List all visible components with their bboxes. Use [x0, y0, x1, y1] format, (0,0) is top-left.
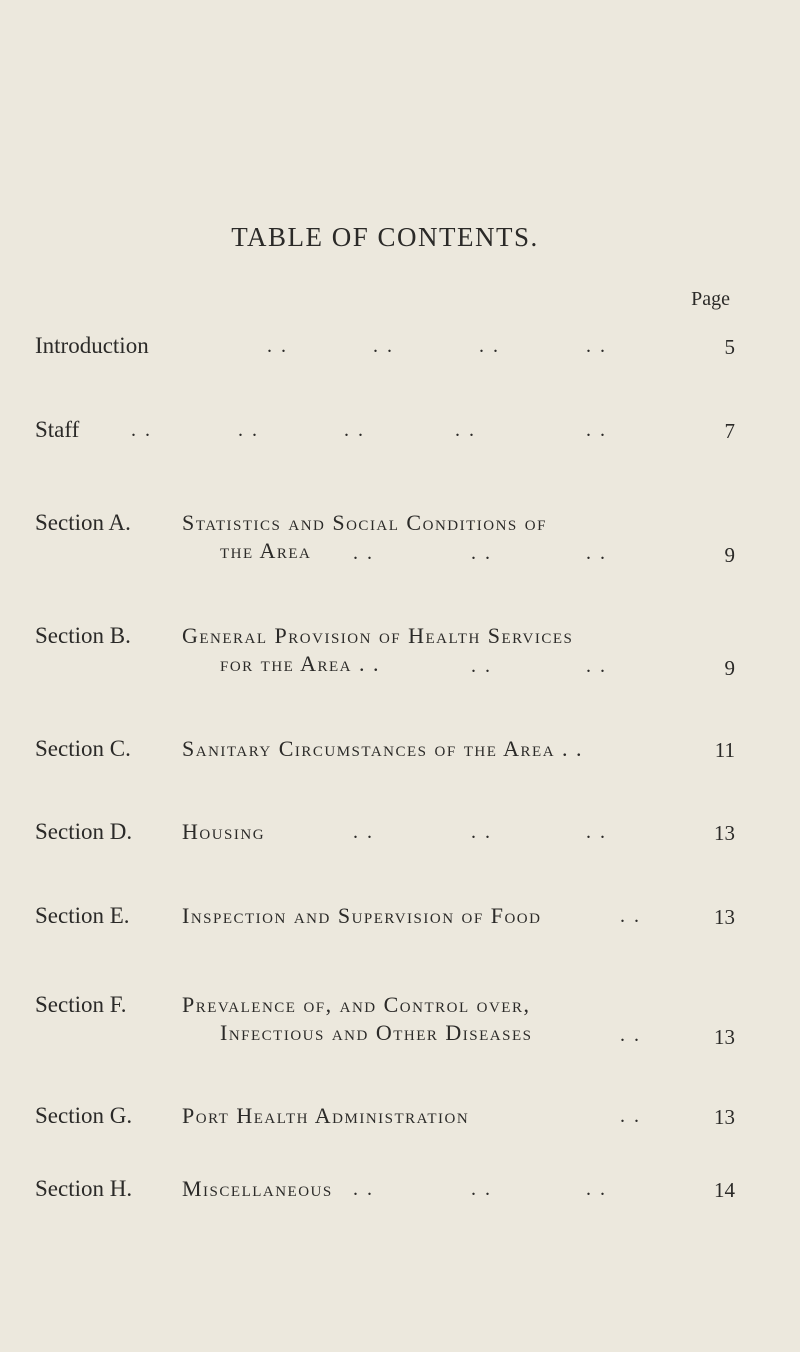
entry-label: Staff: [35, 417, 80, 442]
page-title: TABLE OF CONTENTS.: [231, 222, 539, 252]
entry-label: Section B.: [35, 623, 131, 648]
page-number: 13: [714, 1025, 735, 1049]
leader-dots: . .: [471, 821, 492, 843]
entry-label: Introduction: [35, 333, 149, 358]
entry-title: Miscellaneous: [182, 1176, 333, 1201]
entry-label: Section G.: [35, 1103, 133, 1128]
entry-label: Section C.: [35, 736, 131, 761]
leader-dots: . .: [471, 655, 492, 677]
entry-label: Section E.: [35, 903, 130, 928]
page-number: 7: [724, 419, 735, 443]
page-number: 5: [724, 335, 735, 359]
entry-label: Section F.: [35, 992, 127, 1017]
entry-title-line: Prevalence of, and Control over,: [182, 992, 531, 1017]
page-column-header: Page: [691, 288, 730, 310]
leader-dots: . .: [620, 905, 641, 927]
entry-label: Section A.: [35, 510, 131, 535]
leader-dots: . .: [479, 335, 500, 357]
leader-dots: . .: [353, 821, 374, 843]
leader-dots: . .: [267, 335, 288, 357]
leader-dots: . .: [620, 1024, 641, 1046]
leader-dots: . .: [471, 1178, 492, 1200]
leader-dots: . .: [353, 1178, 374, 1200]
leader-dots: . .: [353, 542, 374, 564]
leader-dots: . .: [471, 542, 492, 564]
page-number: 13: [714, 821, 735, 845]
entry-title: Housing: [182, 819, 266, 844]
leader-dots: . .: [131, 419, 152, 441]
leader-dots: . .: [586, 419, 607, 441]
leader-dots: . .: [344, 419, 365, 441]
entry-title: Sanitary Circumstances of the Area . .: [182, 736, 584, 761]
page-number: 11: [714, 738, 735, 762]
entry-title-line: General Provision of Health Services: [182, 623, 574, 648]
entry-label: Section D.: [35, 819, 133, 844]
page-number: 9: [724, 656, 735, 680]
entry-label: Section H.: [35, 1176, 133, 1201]
leader-dots: . .: [586, 655, 607, 677]
leader-dots: . .: [586, 335, 607, 357]
entry-title-line: Statistics and Social Conditions of: [182, 510, 547, 535]
entry-title-line: the Area: [220, 538, 312, 563]
page-number: 9: [724, 543, 735, 567]
page-number: 13: [714, 905, 735, 929]
page-number: 13: [714, 1105, 735, 1129]
page-number: 14: [714, 1178, 735, 1202]
leader-dots: . .: [238, 419, 259, 441]
entry-title: Port Health Administration: [182, 1103, 470, 1128]
leader-dots: . .: [586, 821, 607, 843]
entry-title: Inspection and Supervision of Food: [182, 903, 542, 928]
entry-title-line: for the Area . .: [220, 651, 381, 676]
leader-dots: . .: [620, 1105, 641, 1127]
entry-title: [182, 623, 573, 677]
entry-title-line: Infectious and Other Diseases: [220, 1020, 533, 1045]
leader-dots: . .: [586, 542, 607, 564]
leader-dots: . .: [373, 335, 394, 357]
leader-dots: . .: [455, 419, 476, 441]
entry-title: [182, 992, 532, 1046]
leader-dots: . .: [586, 1178, 607, 1200]
